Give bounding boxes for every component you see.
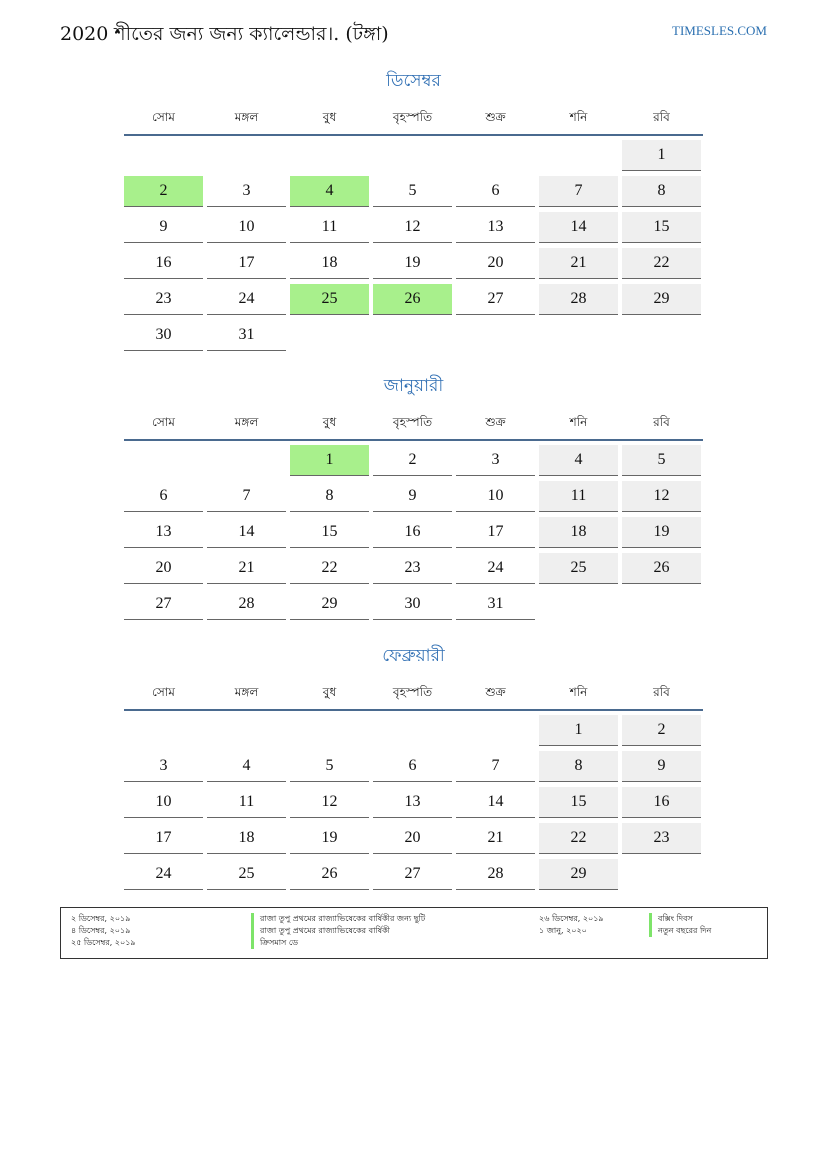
day-cell: 28	[207, 589, 286, 620]
day-cell: 10	[456, 481, 535, 512]
week-row	[124, 481, 703, 513]
holiday-day-cell: 1	[290, 445, 369, 476]
weekday-label: সোম	[152, 685, 175, 699]
day-cell: 1	[622, 140, 701, 171]
empty-day-cell	[290, 140, 369, 170]
day-cell: 7	[456, 751, 535, 782]
week-row	[124, 589, 703, 621]
weekday-label: বৃহস্পতি	[392, 685, 433, 699]
day-cell: 21	[207, 553, 286, 584]
weekday-label: মঙ্গল	[234, 685, 259, 699]
legend-name: রাজা তুপু প্রথমের রাজ্যাভিষেকের বার্ষিকী	[251, 925, 390, 937]
day-cell: 2	[373, 445, 452, 476]
month-title: জানুয়ারী	[383, 376, 444, 396]
day-cell: 9	[124, 212, 203, 243]
empty-day-cell	[373, 140, 452, 170]
empty-day-cell	[124, 445, 203, 475]
day-cell: 6	[124, 481, 203, 512]
day-cell: 12	[373, 212, 452, 243]
day-cell: 3	[124, 751, 203, 782]
day-cell: 30	[124, 320, 203, 351]
empty-day-cell	[622, 320, 701, 350]
day-cell: 28	[456, 859, 535, 890]
day-cell: 11	[207, 787, 286, 818]
empty-day-cell	[207, 715, 286, 745]
week-row	[124, 284, 703, 316]
empty-day-cell	[456, 320, 535, 350]
day-cell: 27	[124, 589, 203, 620]
day-cell: 14	[456, 787, 535, 818]
week-row	[124, 212, 703, 244]
day-cell: 4	[207, 751, 286, 782]
weekday-label: শুক্র	[485, 110, 506, 124]
legend-date: ৪ ডিসেম্বর, ২০১৯	[71, 926, 131, 935]
day-cell: 4	[539, 445, 618, 476]
day-cell: 22	[290, 553, 369, 584]
month-section	[124, 70, 703, 356]
day-grid	[124, 445, 703, 621]
day-cell: 13	[456, 212, 535, 243]
day-cell: 24	[124, 859, 203, 890]
day-cell: 16	[373, 517, 452, 548]
month-title: ফেব্রুয়ারী	[382, 646, 445, 666]
day-cell: 3	[456, 445, 535, 476]
day-cell: 26	[622, 553, 701, 584]
weekday-header	[124, 409, 703, 441]
day-grid	[124, 715, 703, 891]
weekday-label: রবি	[653, 110, 670, 124]
week-row	[124, 553, 703, 585]
day-cell: 26	[290, 859, 369, 890]
empty-day-cell	[207, 140, 286, 170]
empty-day-cell	[207, 445, 286, 475]
holiday-day-cell: 2	[124, 176, 203, 207]
weekday-label: বৃহস্পতি	[392, 415, 433, 429]
week-row	[124, 176, 703, 208]
page-title: 2020 শীতের জন্য জন্য ক্যালেন্ডার।. (টঙ্গা)	[60, 23, 389, 45]
day-cell: 15	[290, 517, 369, 548]
day-cell: 27	[456, 284, 535, 315]
weekday-label: মঙ্গল	[234, 110, 259, 124]
day-cell: 5	[290, 751, 369, 782]
day-cell: 18	[290, 248, 369, 279]
empty-day-cell	[539, 320, 618, 350]
day-cell: 25	[207, 859, 286, 890]
week-row	[124, 248, 703, 280]
weekday-label: শুক্র	[485, 685, 506, 699]
day-cell: 17	[207, 248, 286, 279]
month-section	[124, 375, 703, 625]
day-cell: 20	[124, 553, 203, 584]
day-cell: 5	[622, 445, 701, 476]
week-row	[124, 445, 703, 477]
weekday-label: মঙ্গল	[234, 415, 259, 429]
empty-day-cell	[124, 140, 203, 170]
day-cell: 27	[373, 859, 452, 890]
weekday-header	[124, 679, 703, 711]
day-cell: 5	[373, 176, 452, 207]
day-cell: 18	[539, 517, 618, 548]
day-cell: 28	[539, 284, 618, 315]
day-cell: 19	[290, 823, 369, 854]
day-cell: 21	[539, 248, 618, 279]
day-cell: 18	[207, 823, 286, 854]
day-cell: 15	[622, 212, 701, 243]
day-cell: 29	[622, 284, 701, 315]
empty-day-cell	[290, 320, 369, 350]
empty-day-cell	[373, 715, 452, 745]
holiday-day-cell: 25	[290, 284, 369, 315]
weekday-label: বুধ	[322, 685, 337, 699]
day-cell: 12	[622, 481, 701, 512]
day-cell: 15	[539, 787, 618, 818]
day-cell: 10	[207, 212, 286, 243]
day-cell: 31	[207, 320, 286, 351]
week-row	[124, 517, 703, 549]
week-row	[124, 715, 703, 747]
legend-name: নতুন বছরের দিন	[649, 925, 711, 937]
empty-day-cell	[456, 140, 535, 170]
week-row	[124, 320, 703, 352]
empty-day-cell	[539, 589, 618, 619]
weekday-label: বুধ	[322, 415, 337, 429]
month-title: ডিসেম্বর	[386, 71, 441, 91]
day-cell: 21	[456, 823, 535, 854]
empty-day-cell	[456, 715, 535, 745]
weekday-label: রবি	[653, 415, 670, 429]
day-cell: 7	[539, 176, 618, 207]
day-cell: 31	[456, 589, 535, 620]
weekday-label: বুধ	[322, 110, 337, 124]
day-cell: 22	[539, 823, 618, 854]
day-cell: 2	[622, 715, 701, 746]
week-row	[124, 751, 703, 783]
day-cell: 24	[207, 284, 286, 315]
day-cell: 20	[373, 823, 452, 854]
weekday-label: শনি	[569, 110, 588, 124]
empty-day-cell	[539, 140, 618, 170]
day-cell: 14	[539, 212, 618, 243]
empty-day-cell	[622, 589, 701, 619]
legend-date: ২৫ ডিসেম্বর, ২০১৯	[71, 938, 136, 947]
day-cell: 12	[290, 787, 369, 818]
week-row	[124, 859, 703, 891]
month-section	[124, 645, 703, 895]
legend-name: রাজা তুপু প্রথমের রাজ্যাভিষেকের বার্ষিকীর জন্য ছুটি	[251, 913, 425, 925]
holiday-legend	[60, 907, 768, 959]
day-cell: 11	[539, 481, 618, 512]
legend-name: ক্রিসমাস ডে	[251, 937, 298, 949]
week-row	[124, 787, 703, 819]
legend-name: বক্সিং দিবস	[649, 913, 693, 925]
day-cell: 13	[124, 517, 203, 548]
day-cell: 16	[124, 248, 203, 279]
day-cell: 3	[207, 176, 286, 207]
weekday-label: শনি	[569, 685, 588, 699]
day-cell: 20	[456, 248, 535, 279]
legend-date: ১ জানু, ২০২০	[539, 926, 587, 935]
day-cell: 19	[373, 248, 452, 279]
legend-date: ২৬ ডিসেম্বর, ২০১৯	[539, 914, 604, 923]
empty-day-cell	[124, 715, 203, 745]
day-cell: 8	[622, 176, 701, 207]
day-cell: 17	[124, 823, 203, 854]
weekday-label: রবি	[653, 685, 670, 699]
day-cell: 10	[124, 787, 203, 818]
day-cell: 11	[290, 212, 369, 243]
day-cell: 8	[290, 481, 369, 512]
day-grid	[124, 140, 703, 352]
day-cell: 23	[124, 284, 203, 315]
empty-day-cell	[373, 320, 452, 350]
day-cell: 7	[207, 481, 286, 512]
day-cell: 22	[622, 248, 701, 279]
empty-day-cell	[290, 715, 369, 745]
day-cell: 9	[622, 751, 701, 782]
day-cell: 17	[456, 517, 535, 548]
weekday-label: বৃহস্পতি	[392, 110, 433, 124]
day-cell: 8	[539, 751, 618, 782]
weekday-label: শনি	[569, 415, 588, 429]
day-cell: 24	[456, 553, 535, 584]
day-cell: 29	[290, 589, 369, 620]
week-row	[124, 823, 703, 855]
day-cell: 6	[456, 176, 535, 207]
weekday-label: সোম	[152, 110, 175, 124]
day-cell: 14	[207, 517, 286, 548]
site-link[interactable]: TIMESLES.COM	[672, 23, 767, 38]
day-cell: 25	[539, 553, 618, 584]
holiday-day-cell: 4	[290, 176, 369, 207]
page-header	[60, 20, 767, 46]
day-cell: 6	[373, 751, 452, 782]
weekday-label: সোম	[152, 415, 175, 429]
holiday-day-cell: 26	[373, 284, 452, 315]
weekday-label: শুক্র	[485, 415, 506, 429]
day-cell: 29	[539, 859, 618, 890]
empty-day-cell	[622, 859, 701, 889]
day-cell: 23	[373, 553, 452, 584]
day-cell: 13	[373, 787, 452, 818]
week-row	[124, 140, 703, 172]
day-cell: 1	[539, 715, 618, 746]
weekday-header	[124, 104, 703, 136]
day-cell: 16	[622, 787, 701, 818]
day-cell: 19	[622, 517, 701, 548]
day-cell: 30	[373, 589, 452, 620]
day-cell: 9	[373, 481, 452, 512]
legend-date: ২ ডিসেম্বর, ২০১৯	[71, 914, 131, 923]
day-cell: 23	[622, 823, 701, 854]
